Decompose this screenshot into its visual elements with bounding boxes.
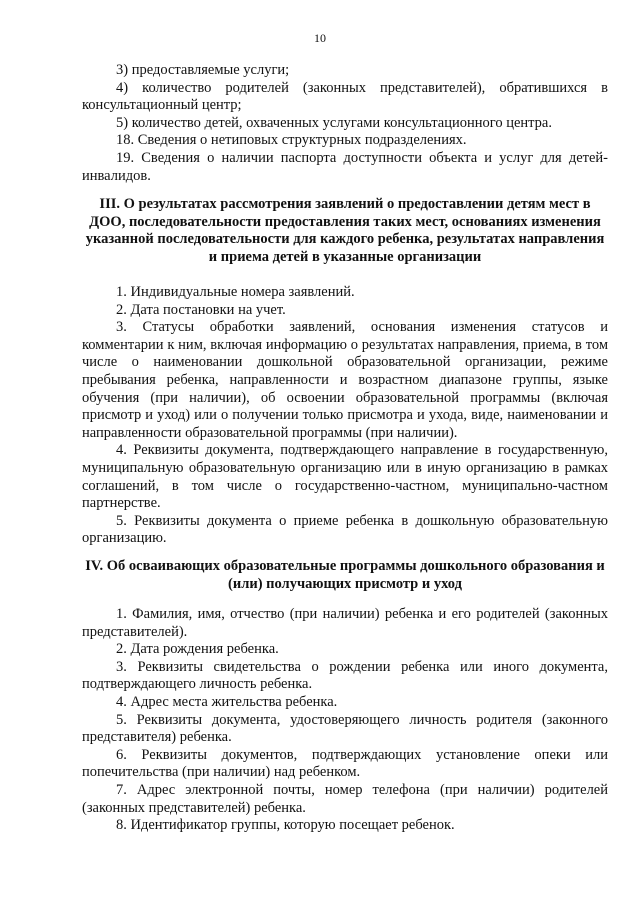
section-top-list: [82, 62, 608, 185]
list-item: 18. Сведения о нетиповых структурных подразделениях.: [116, 132, 467, 149]
list-item: 5. Реквизиты документа, удостоверяющего личность родителя (законного представителя) ребенка.: [82, 711, 608, 746]
list-item: 19. Сведения о наличии паспорта доступности объекта и услуг для детей-инвалидов.: [82, 149, 608, 184]
section-4-list: [82, 606, 608, 835]
list-item: 5) количество детей, охваченных услугами консультационного центра.: [116, 114, 552, 131]
list-item: 3) предоставляемые услуги;: [116, 62, 290, 78]
list-item: 6. Реквизиты документов, подтверждающих установление опеки или попечительства (при наличии) над ребенком.: [82, 746, 608, 781]
list-item: 8. Идентификатор группы, которую посещает ребенок.: [116, 817, 455, 834]
section-3-list: [82, 284, 608, 548]
list-item: 7. Адрес электронной почты, номер телефона (при наличии) родителей (законных представителей) ребенка.: [82, 781, 608, 816]
section-3-heading: III. О результатах рассмотрения заявлений о предоставлении детям мест в ДОО, последовательности предоставления таких мест, основаниях изменения указанной последовательности для каждого ребенка, результатах направления и приема детей в указанные организации: [85, 196, 605, 265]
section-4-heading-block: [82, 558, 608, 593]
list-item: 1. Индивидуальные номера заявлений.: [116, 284, 355, 300]
list-item: 1. Фамилия, имя, отчество (при наличии) ребенка и его родителей (законных представителей).: [82, 606, 608, 640]
list-item: 3. Статусы обработки заявлений, основания изменения статусов и комментарии к ним, включая информацию о результатах направления, приема, в том числе о наименовании дошкольной образовательной организации, режиме пребывания ребенка, направленности и возрастном диапазоне группы, языке обучения (при наличии), об освоении образовательной программы (включая присмотр и уход) или о получении только присмотра и ухода, виде, наименовании и направленности образовательной программы (при наличии).: [82, 319, 608, 441]
page-number: 10: [314, 31, 326, 45]
list-item: 2. Дата постановки на учет.: [116, 301, 286, 318]
list-item: 4. Адрес места жительства ребенка.: [116, 693, 338, 710]
list-item: 5. Реквизиты документа о приеме ребенка в дошкольную образовательную организацию.: [82, 512, 608, 547]
list-item: 4. Реквизиты документа, подтверждающего направление в государственную, муниципальную образовательную организацию или в иную организацию в рамках соглашений, в том числе о государственно-частном, муниципально-частном партнерстве.: [82, 442, 608, 512]
list-item: 3. Реквизиты свидетельства о рождении ребенка или иного документа, подтверждающего личность ребенка.: [82, 658, 608, 693]
section-3-heading-block: [82, 196, 608, 266]
section-4-heading: IV. Об осваивающих образовательные программы дошкольного образования и (или) получающих присмотр и уход: [85, 558, 605, 592]
list-item: 2. Дата рождения ребенка.: [116, 641, 279, 658]
list-item: 4) количество родителей (законных представителей), обратившихся в консультационный центр;: [82, 79, 608, 114]
